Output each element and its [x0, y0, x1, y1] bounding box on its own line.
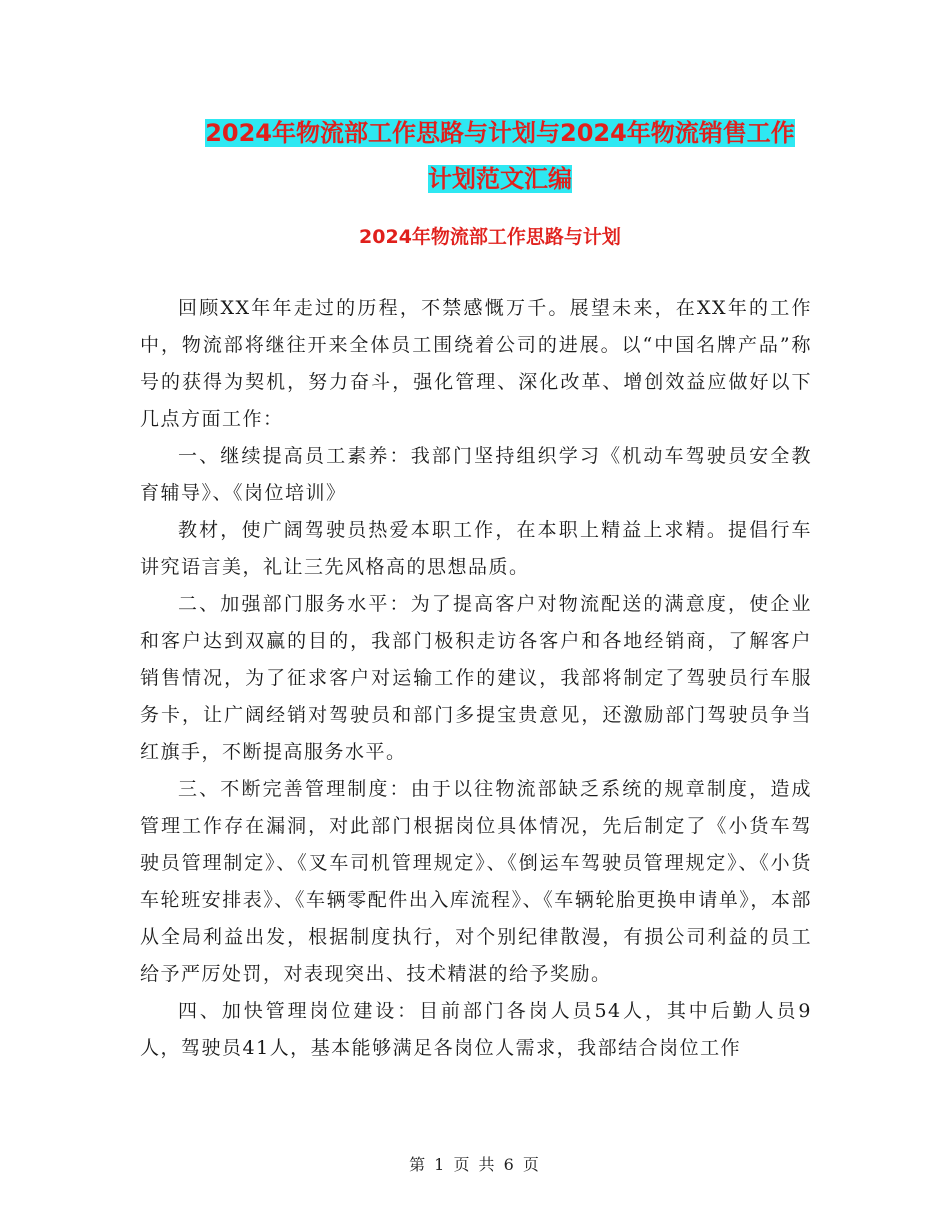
document-body [140, 290, 812, 1067]
section-title: 2024年物流部工作思路与计划 [359, 226, 621, 248]
paragraph-item-2: 二、加强部门服务水平：为了提高客户对物流配送的满意度，使企业和客户达到双赢的目的，我部门极积走访各客户和各地经销商，了解客户销售情况，为了征求客户对运输工作的建议，我部将制定了驾驶员行车服务卡，让广阔经销对驾驶员和部门多提宝贵意见，还激励部门驾驶员争当红旗手，不断提高服务水平。 [140, 593, 812, 763]
paragraph-item-1-continued: 教材，使广阔驾驶员热爱本职工作，在本职上精益上求精。提倡行车讲究语言美，礼让三先风格高的思想品质。 [140, 519, 812, 578]
page-footer: 第 1 页 共 6 页 [409, 1155, 541, 1174]
document-title [140, 110, 860, 202]
document-title-line-2: 计划范文汇编 [428, 165, 572, 193]
document-title-line-1: 2024年物流部工作思路与计划与2024年物流销售工作 [205, 119, 795, 147]
paragraph-item-4: 四、加快管理岗位建设：目前部门各岗人员54人，其中后勤人员9人，驾驶员41人，基本能够满足各岗位人需求，我部结合岗位工作 [140, 1000, 812, 1059]
paragraph-item-1: 一、继续提高员工素养：我部门坚持组织学习《机动车驾驶员安全教育辅导》、《岗位培训》 [140, 445, 812, 504]
paragraph-item-3: 三、不断完善管理制度：由于以往物流部缺乏系统的规章制度，造成管理工作存在漏洞，对此部门根据岗位具体情况，先后制定了《小货车驾驶员管理制定》、《叉车司机管理规定》、《倒运车驾驶员管理规定》、《小货车轮班安排表》、《车辆零配件出入库流程》、《车辆轮胎更换申请单》，本部从全局利益出发，根据制度执行，对个别纪律散漫，有损公司利益的员工给予严厉处罚，对表现突出、技术精湛的给予奖励。 [140, 778, 812, 985]
paragraph-intro: 回顾XX年年走过的历程，不禁感慨万千。展望未来，在XX年的工作中，物流部将继往开来全体员工围绕着公司的进展。以“中国名牌产品”称号的获得为契机，努力奋斗，强化管理、深化改革、增创效益应做好以下几点方面工作： [140, 297, 812, 430]
